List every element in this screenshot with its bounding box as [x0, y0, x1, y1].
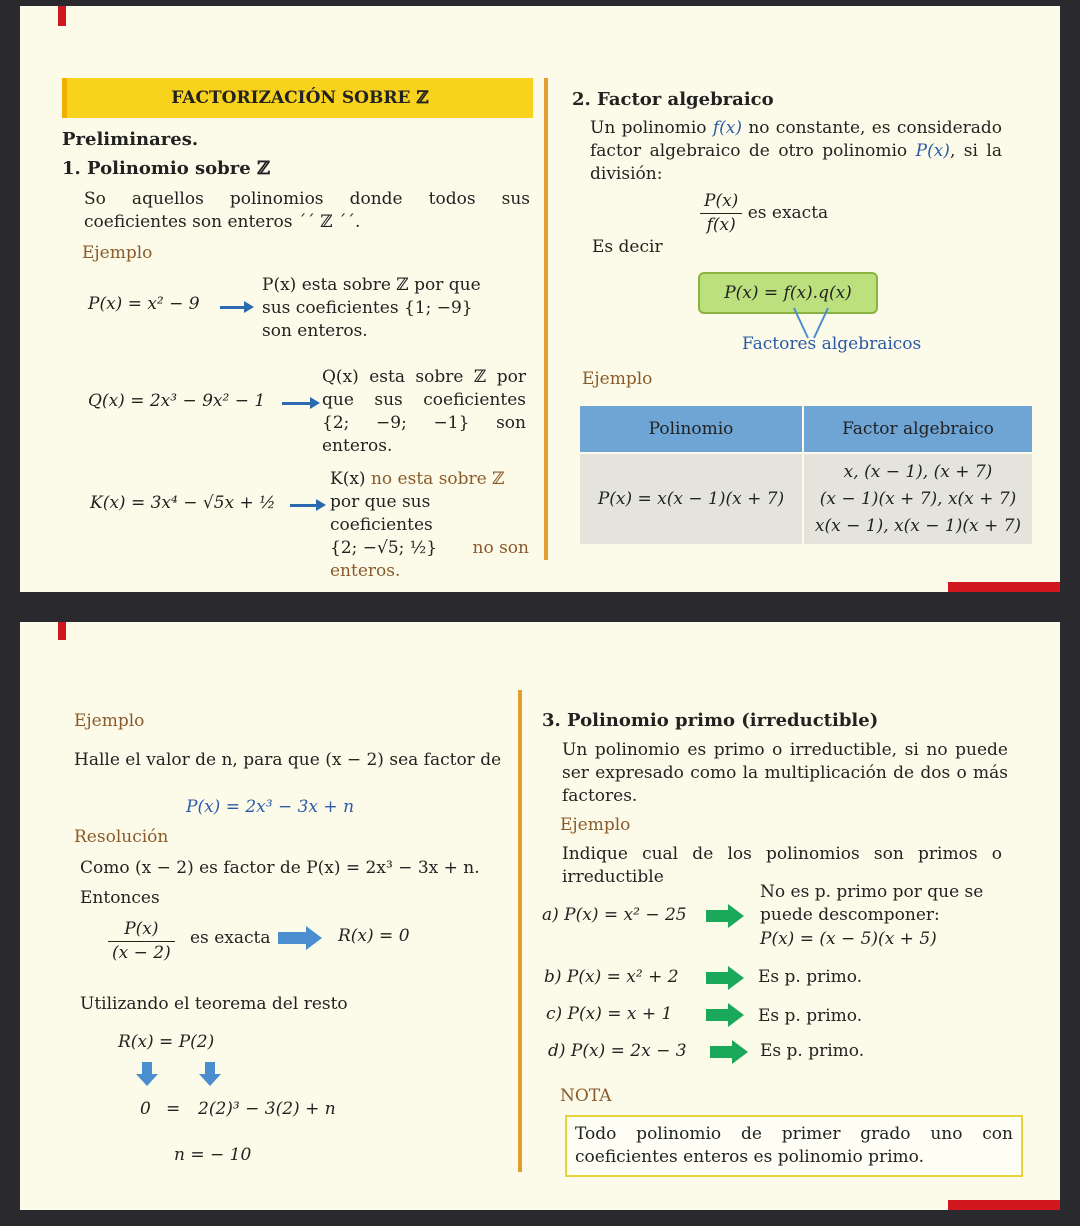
arrow-icon: [220, 306, 246, 309]
section-1-definition: So aquellos polinomios donde todos sus coeficientes son enteros ´´ ℤ ´´.: [84, 189, 530, 232]
red-tab: [58, 622, 66, 640]
rx-equals-p2: R(x) = P(2): [118, 1032, 215, 1052]
column-divider: [544, 78, 548, 560]
table-header: Polinomio: [580, 406, 802, 452]
column-divider: [518, 690, 522, 1172]
table-cell-polinomio: P(x) = x(x − 1)(x + 7): [580, 454, 802, 544]
example-p-description: P(x) esta sobre ℤ por que sus coeficientes {1; −9} son enteros.: [262, 275, 481, 341]
example-q: Q(x) = 2x³ − 9x² − 1: [88, 391, 266, 411]
red-tab: [58, 6, 66, 26]
item-a: a) P(x) = x² − 25: [542, 905, 687, 925]
arrow-right-icon: [278, 932, 308, 944]
eval-expression: 2(2)³ − 3(2) + n: [198, 1099, 336, 1119]
factor-line: x(x − 1), x(x − 1)(x + 7): [814, 515, 1022, 536]
example-label: Ejemplo: [82, 243, 153, 263]
k-set: {2; −√5; ½}: [330, 538, 438, 558]
es-decir: Es decir: [592, 237, 663, 257]
table-header: Factor algebraico: [804, 406, 1032, 452]
green-arrow-icon: [710, 1046, 734, 1058]
arrow-icon: [290, 504, 318, 507]
indique-statement: Indique cual de los polinomios son primos o irreductible: [562, 844, 1002, 887]
def-px: P(x): [915, 141, 950, 161]
division-fraction-2: [108, 918, 175, 965]
k-not-integers: no son enteros.: [330, 538, 529, 581]
problem-statement: Halle el valor de n, para que (x − 2) sea factor de: [74, 750, 502, 770]
top-panel: [20, 6, 1060, 592]
def-text-c: , si la división:: [590, 141, 1002, 184]
item-a-factorization: P(x) = (x − 5)(x + 5): [760, 929, 937, 949]
example-p: P(x) = x² − 9: [88, 294, 200, 314]
def-fx: f(x): [712, 118, 743, 138]
frac-num: P(x): [108, 918, 175, 942]
title-bar: [62, 78, 533, 118]
division-fraction: [700, 190, 828, 237]
table-row: [580, 454, 1032, 544]
resto-zero: R(x) = 0: [338, 926, 410, 946]
result-n: n = − 10: [174, 1145, 252, 1165]
es-exacta-2: es exacta: [190, 928, 271, 948]
green-arrow-icon: [706, 1009, 730, 1021]
table-header-row: [580, 406, 1032, 452]
entonces: Entonces: [80, 888, 160, 908]
resolucion-label: Resolución: [74, 827, 169, 847]
frac-den: (x − 2): [112, 943, 171, 963]
teorema-del-resto: Utilizando el teorema del resto: [80, 994, 348, 1014]
green-arrow-icon: [706, 972, 730, 984]
red-tab-bottom: [948, 1200, 1060, 1210]
arrow-down-icon: [142, 1062, 152, 1074]
arrow-down-icon: [205, 1062, 215, 1074]
factor-table: [578, 404, 1034, 546]
frac-den: f(x): [706, 215, 736, 235]
frac-num: P(x): [700, 190, 742, 214]
factor-line: (x − 1)(x + 7), x(x + 7): [819, 488, 1017, 509]
es-exacta: es exacta: [747, 203, 829, 223]
formula-box: P(x) = f(x).q(x): [698, 272, 878, 314]
item-c: c) P(x) = x + 1: [546, 1004, 673, 1024]
factor-line: x, (x − 1), (x + 7): [843, 461, 993, 482]
preliminares-heading: Preliminares.: [62, 129, 199, 150]
bottom-panel: [20, 622, 1060, 1210]
item-d: d) P(x) = 2x − 3: [548, 1041, 687, 1061]
example-q-description: Q(x) esta sobre ℤ por que sus coeficientes {2; −9; −1} son enteros.: [322, 367, 526, 456]
example-k-description: [330, 468, 536, 583]
green-arrow-icon: [706, 910, 730, 922]
section-1-title: 1. Polinomio sobre ℤ: [62, 158, 271, 179]
section-2-definition: [590, 117, 1002, 186]
item-b-result: Es p. primo.: [758, 967, 863, 987]
k-reason: por que sus coeficientes: [330, 492, 433, 535]
arrow-icon: [282, 402, 312, 405]
example-label-3: Ejemplo: [560, 815, 631, 835]
problem-polynomial: P(x) = 2x³ − 3x + n: [186, 797, 355, 817]
como-line: Como (x − 2) es factor de P(x) = 2x³ − 3x + n.: [80, 858, 480, 878]
factores-label: Factores algebraicos: [742, 334, 922, 354]
zero: 0: [140, 1099, 151, 1119]
k-not-over-z: no esta sobre ℤ: [370, 469, 505, 489]
item-b: b) P(x) = x² + 2: [544, 967, 679, 987]
k-name: K(x): [330, 469, 366, 489]
example-label: Ejemplo: [74, 711, 145, 731]
item-d-result: Es p. primo.: [760, 1041, 865, 1061]
nota-box: Todo polinomio de primer grado uno con coeficientes enteros es polinomio primo.: [565, 1115, 1023, 1177]
page-title: FACTORIZACIÓN SOBRE ℤ: [171, 88, 429, 108]
example-k: K(x) = 3x⁴ − √5x + ½: [90, 493, 276, 513]
table-cell-factores: [804, 454, 1032, 544]
section-3-title: 3. Polinomio primo (irreductible): [542, 710, 879, 731]
nota-label: NOTA: [560, 1086, 612, 1106]
def-text-a: Un polinomio: [590, 118, 707, 138]
example-label-2: Ejemplo: [582, 369, 653, 389]
def-text-b: no constante, es considerado factor algebraico de otro polinomio: [590, 118, 1003, 161]
section-2-title: 2. Factor algebraico: [572, 89, 774, 110]
section-3-definition: Un polinomio es primo o irreductible, si no puede ser expresado como la multiplicación de dos o más factores.: [562, 740, 1008, 806]
item-c-result: Es p. primo.: [758, 1006, 863, 1026]
red-tab-bottom: [948, 582, 1060, 592]
item-a-result: No es p. primo por que se puede descomponer:: [760, 882, 984, 925]
equals-sign: =: [166, 1099, 181, 1119]
